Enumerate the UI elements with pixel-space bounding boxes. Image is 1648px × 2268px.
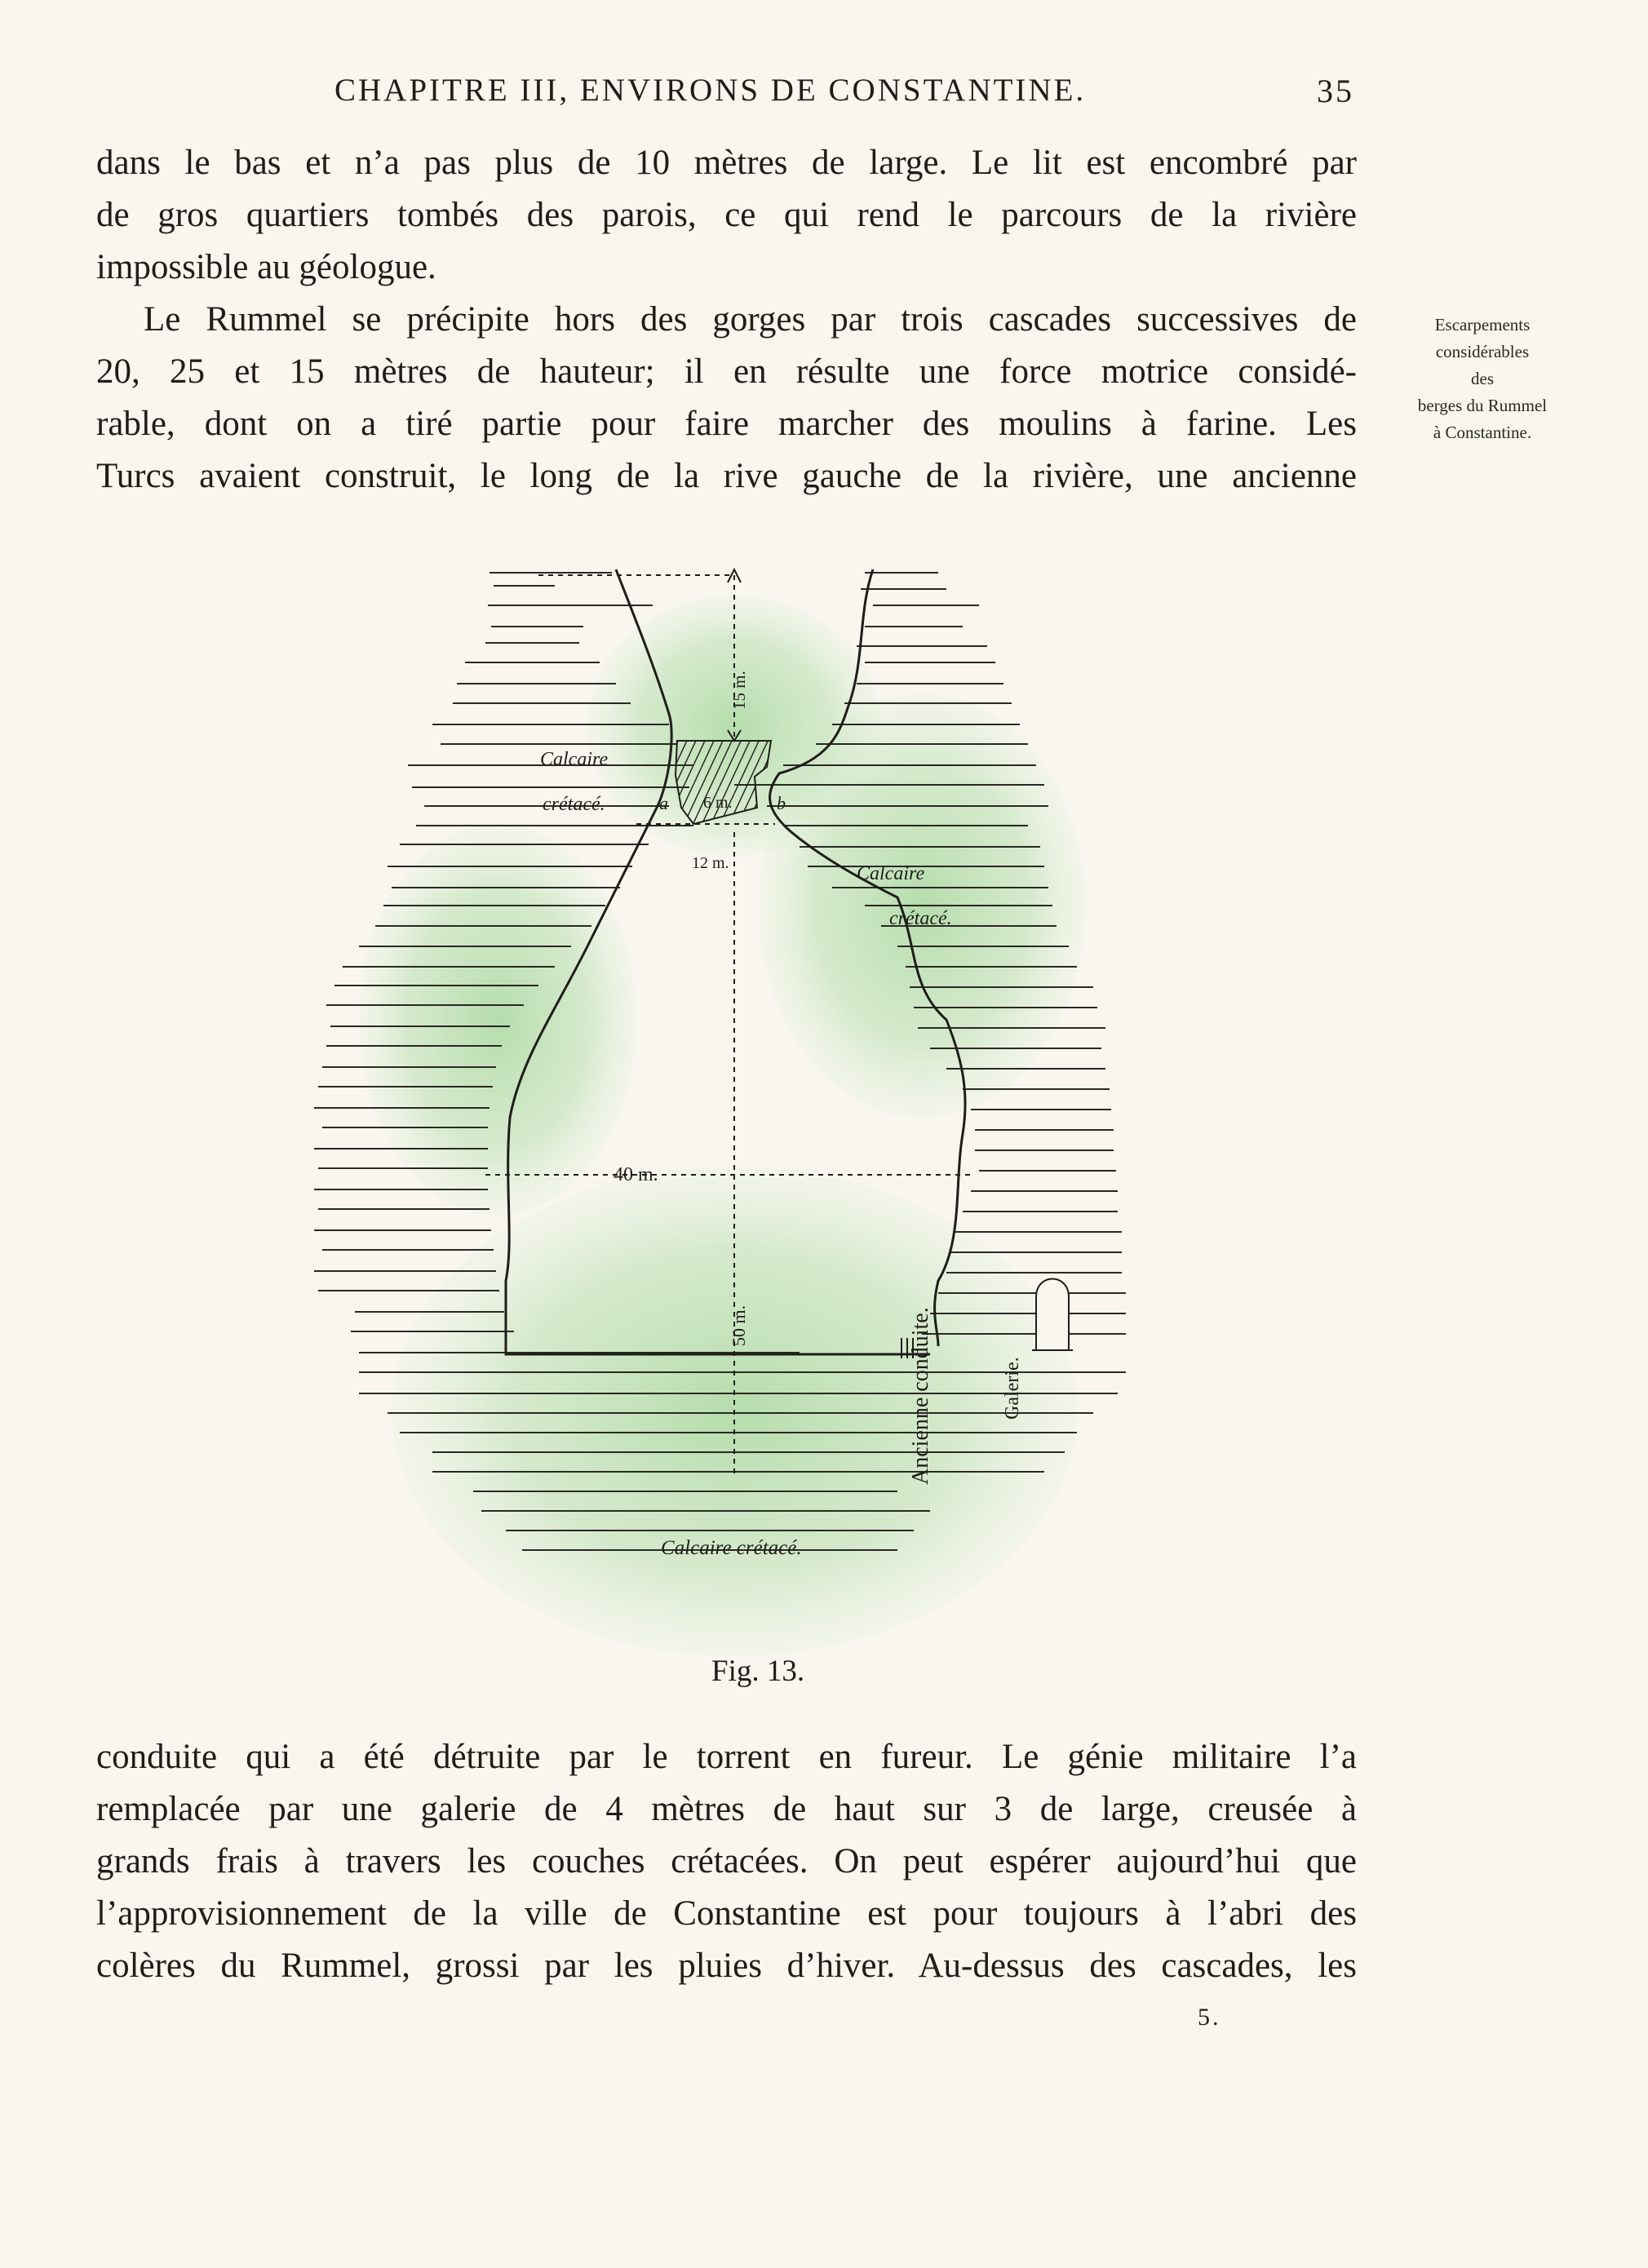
label-calcaire-upper-left: Calcaire bbox=[540, 749, 609, 770]
text-line: conduite qui a été détruite par le torrent en fureur. Le génie militaire l’a bbox=[96, 1738, 1357, 1776]
figure-13-cross-section bbox=[310, 563, 1142, 1677]
text-line: Le Rummel se précipite hors des gorges par trois cascades successives de bbox=[144, 300, 1357, 339]
label-fifty-m: 50 m. bbox=[729, 1305, 749, 1346]
text-line: rable, dont on a tiré partie pour faire marcher des moulins à farine. Les bbox=[96, 405, 1357, 443]
label-cretace-upper-left: crétacé. bbox=[543, 794, 605, 815]
label-calcaire-cretace-bottom: Calcaire crétacé. bbox=[661, 1537, 802, 1559]
text-line: l’approvisionnement de la ville de Constantine est pour toujours à l’abri des bbox=[96, 1894, 1357, 1933]
label-a: a bbox=[659, 793, 668, 813]
paragraph-1 bbox=[96, 137, 1357, 294]
label-galerie: Galerie. bbox=[1002, 1357, 1023, 1420]
label-twelve-m: 12 m. bbox=[692, 854, 729, 872]
label-b: b bbox=[777, 793, 786, 813]
paragraph-2 bbox=[96, 294, 1357, 503]
text-line: 20, 25 et 15 mètres de hauteur; il en résulte une force motrice considé- bbox=[96, 352, 1357, 391]
margin-note-line: considérables bbox=[1435, 342, 1530, 361]
label-six-m: 6 m. bbox=[703, 794, 733, 812]
figure-caption: Fig. 13. bbox=[711, 1654, 805, 1688]
green-wash bbox=[359, 824, 636, 1216]
text-line: impossible au géologue. bbox=[96, 248, 436, 286]
margin-note bbox=[1397, 312, 1568, 446]
page-number: 35 bbox=[1317, 73, 1354, 109]
label-ancienne-conduite: Ancienne conduite. bbox=[908, 1307, 933, 1485]
margin-note-line: Escarpements bbox=[1434, 315, 1531, 334]
label-fifteen-m: 15 m. bbox=[729, 671, 749, 710]
margin-note-line: des bbox=[1471, 369, 1494, 388]
label-forty-m: 40 m. bbox=[614, 1164, 658, 1185]
gorge-diagram bbox=[310, 563, 1142, 1677]
margin-note-line: berges du Rummel bbox=[1417, 396, 1548, 415]
text-line: Turcs avaient construit, le long de la rive gauche de la rivière, une ancienne bbox=[96, 457, 1357, 495]
text-line: dans le bas et n’a pas plus de 10 mètres de large. Le lit est encombré par bbox=[96, 144, 1357, 182]
text-line: colères du Rummel, grossi par les pluies d’hiver. Au-dessus des cascades, les bbox=[96, 1947, 1357, 1985]
margin-note-line: à Constantine. bbox=[1433, 423, 1532, 442]
label-calcaire-right: Calcaire bbox=[857, 863, 925, 884]
paragraph-3 bbox=[96, 1731, 1357, 1992]
text-line: remplacée par une galerie de 4 mètres de haut sur 3 de large, creusée à bbox=[96, 1790, 1357, 1828]
signature-mark: 5. bbox=[1198, 2004, 1221, 2031]
label-cretace-right: crétacé. bbox=[889, 908, 952, 929]
chapter-title: CHAPITRE III, ENVIRONS DE CONSTANTINE. bbox=[334, 73, 1087, 108]
text-line: de gros quartiers tombés des parois, ce qui rend le parcours de la rivière bbox=[96, 196, 1357, 234]
text-line: grands frais à travers les couches crétacées. On peut espérer aujourd’hui que bbox=[96, 1842, 1357, 1880]
